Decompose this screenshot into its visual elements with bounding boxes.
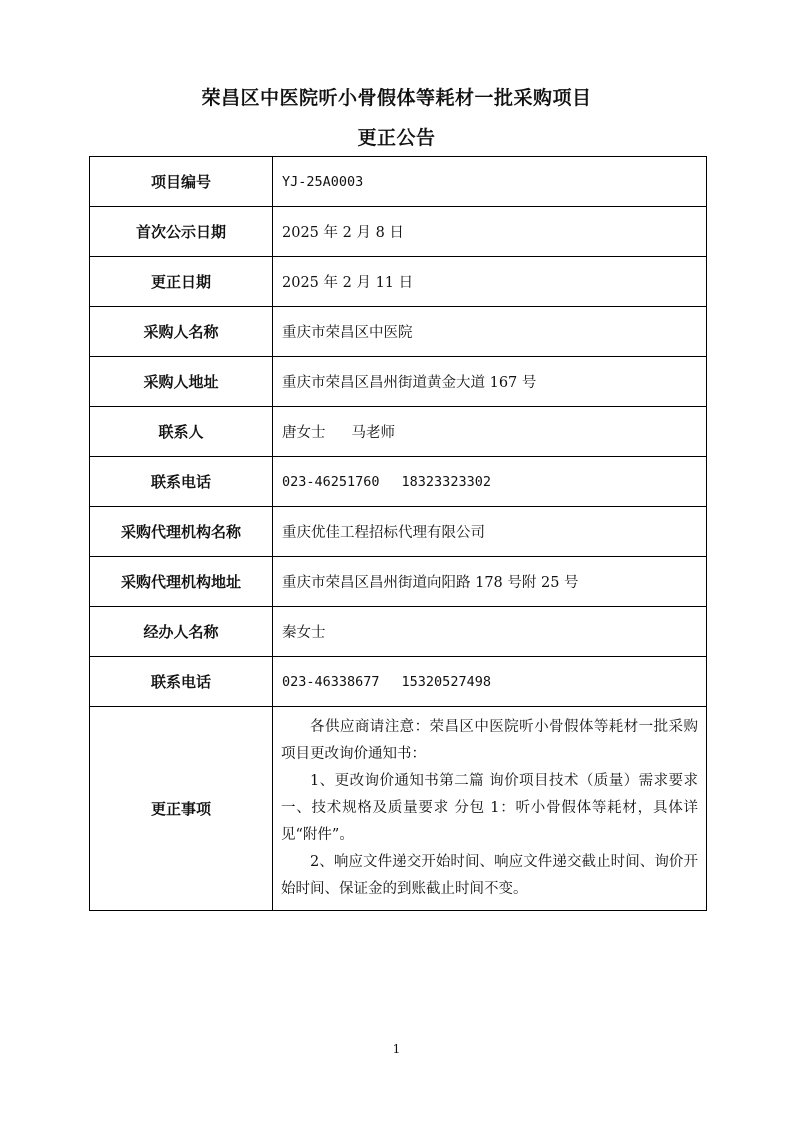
row-label-phone: 联系电话	[90, 457, 273, 507]
table-row	[90, 457, 707, 507]
table-row	[90, 357, 707, 407]
correction-paragraph: 1、更改询价通知书第二篇 询价项目技术（质量）需求要求一、技术规格及质量要求 分包 1：听小骨假体等耗材，具体详见“附件”。	[281, 773, 698, 843]
table-row	[90, 207, 707, 257]
document-title: 荣昌区中医院听小骨假体等耗材一批采购项目	[201, 87, 592, 109]
row-label-purchaser-name: 采购人名称	[90, 307, 273, 357]
correction-paragraph: 各供应商请注意：荣昌区中医院听小骨假体等耗材一批采购项目更改询价通知书：	[281, 719, 698, 762]
row-value-agency-name: 重庆优佳工程招标代理有限公司	[273, 507, 707, 557]
row-value-purchaser-address: 重庆市荣昌区昌州街道黄金大道 167 号	[273, 357, 707, 407]
row-value-corrections	[273, 707, 707, 911]
row-label-agency-address: 采购代理机构地址	[90, 557, 273, 607]
table-row	[90, 657, 707, 707]
row-value-correction-date: 2025 年 2 月 11 日	[273, 257, 707, 307]
announcement-table	[89, 156, 707, 911]
row-value-agency-phone	[273, 657, 707, 707]
row-label-first-publish-date: 首次公示日期	[90, 207, 273, 257]
row-value-project-number: YJ-25A0003	[273, 157, 707, 207]
table-row	[90, 307, 707, 357]
row-label-handler-name: 经办人名称	[90, 607, 273, 657]
row-value-agency-address: 重庆市荣昌区昌州街道向阳路 178 号附 25 号	[273, 557, 707, 607]
table-row	[90, 707, 707, 911]
table-row	[90, 507, 707, 557]
phone-mobile: 18323323302	[401, 473, 491, 490]
table-row	[90, 607, 707, 657]
row-value-first-publish-date: 2025 年 2 月 8 日	[273, 207, 707, 257]
agency-phone-mobile: 15320527498	[401, 673, 491, 690]
contact-person-1: 唐女士	[282, 425, 326, 441]
row-label-agency-name: 采购代理机构名称	[90, 507, 273, 557]
row-value-contact	[273, 407, 707, 457]
row-label-project-number: 项目编号	[90, 157, 273, 207]
row-value-phone	[273, 457, 707, 507]
row-label-correction-date: 更正日期	[90, 257, 273, 307]
row-value-purchaser-name: 重庆市荣昌区中医院	[273, 307, 707, 357]
phone-landline: 023-46251760	[282, 473, 380, 490]
page-number: 1	[392, 1042, 401, 1056]
table-row	[90, 557, 707, 607]
row-label-corrections: 更正事项	[90, 707, 273, 911]
table-row	[90, 257, 707, 307]
table-row	[90, 407, 707, 457]
table-row	[90, 157, 707, 207]
row-label-purchaser-address: 采购人地址	[90, 357, 273, 407]
row-label-agency-phone: 联系电话	[90, 657, 273, 707]
row-value-handler-name: 秦女士	[273, 607, 707, 657]
document-subtitle: 更正公告	[357, 127, 436, 149]
row-label-contact: 联系人	[90, 407, 273, 457]
agency-phone-landline: 023-46338677	[282, 673, 380, 690]
contact-person-2: 马老师	[351, 425, 395, 441]
correction-paragraph: 2、响应文件递交开始时间、响应文件递交截止时间、询价开始时间、保证金的到账截止时间不变。	[281, 854, 698, 897]
